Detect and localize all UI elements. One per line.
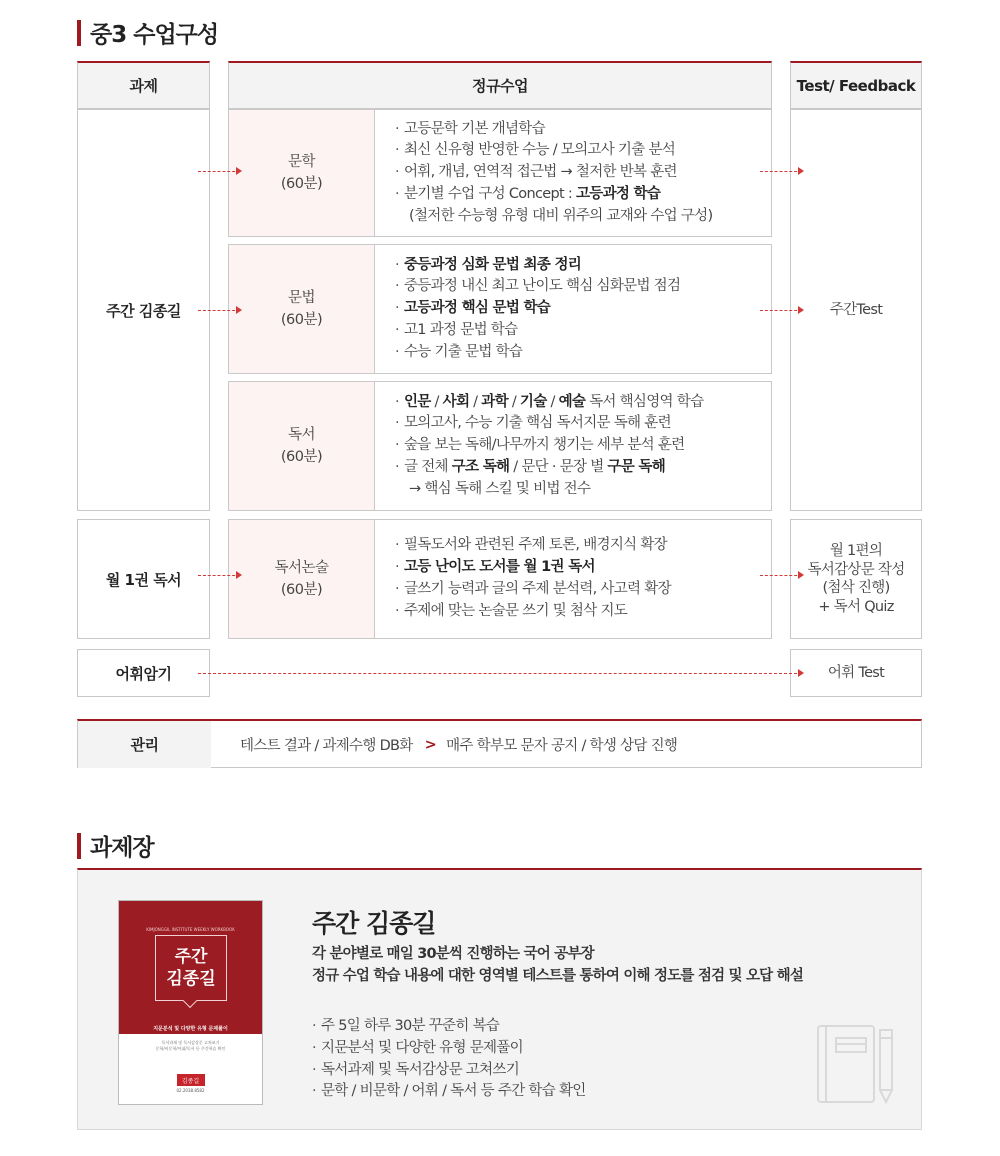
- bullet-text: 필독도서와 관련된 주제 토론, 배경지식 확장: [404, 537, 667, 554]
- header-task: [77, 61, 210, 109]
- subject-cell: [229, 245, 375, 373]
- arrow-right-icon: [198, 310, 240, 311]
- list-item: [312, 1081, 586, 1103]
- list-item: [395, 298, 767, 320]
- section-title-text: 중3 수업구성: [90, 22, 219, 48]
- subject-cell: [229, 110, 375, 236]
- list-item: [395, 342, 767, 364]
- list-item-continuation: → 핵심 독해 스킬 및 비법 전수: [409, 480, 591, 497]
- cover-title-line2: 김종길: [166, 969, 216, 989]
- desc-line: 각 분야별로 매일 30분씩 진행하는 국어 공부장: [312, 946, 594, 962]
- bullet-text: 독서 핵심영역 학습: [585, 393, 704, 410]
- bullet-text: /: [507, 393, 520, 410]
- list-item: [395, 435, 767, 457]
- subject-time: (60분): [280, 312, 323, 328]
- list-item-continuation: (철저한 수능형 유형 대비 위주의 교재와 수업 구성): [409, 207, 713, 224]
- task-weekly-label: 주간 김종길: [106, 301, 181, 320]
- bullet-text: /: [546, 393, 559, 410]
- bullet-text: 중등과정 내신 최고 난이도 핵심 심화문법 점검: [404, 278, 681, 295]
- bullet-text: 수능 기출 문법 학습: [404, 343, 523, 360]
- arrow-right-icon: [198, 673, 802, 674]
- list-item: [395, 119, 767, 141]
- bullet-text: 최신 신유형 반영한 수능 / 모의고사 기출 분석: [404, 142, 676, 159]
- subject-row-essay: [228, 519, 772, 639]
- bullet-text: 분기별 수업 구성 Concept :: [404, 185, 576, 202]
- test-line: 월 1편의: [829, 543, 883, 559]
- cover-caption: 지문분석 및 다양한 유형 문제풀이: [153, 1026, 228, 1032]
- test-line: + 독서 Quiz: [818, 598, 894, 615]
- subject-row-reading: [228, 381, 772, 511]
- task-monthly: [77, 519, 210, 639]
- arrow-right-icon: [760, 310, 802, 311]
- manage-label: 관리: [130, 736, 159, 754]
- task-monthly-label: 월 1권 독서: [105, 570, 182, 589]
- manage-text-b: 매주 학부모 문자 공지 / 학생 상담 진행: [446, 738, 678, 754]
- list-item: [395, 413, 767, 435]
- manage-text-a: 테스트 결과 / 과제수행 DB화: [240, 738, 413, 754]
- test-monthly: [790, 519, 922, 639]
- bullet-text: 고등문학 기본 개념학습: [404, 120, 545, 137]
- cover-sub-line: 문학/비문학/어휘/독서 등 주간학습 확인: [155, 1046, 226, 1051]
- book-cover-image: [118, 900, 263, 1105]
- header-regular-label: 정규수업: [472, 77, 528, 95]
- list-item: [395, 601, 767, 623]
- header-task-label: 과제: [129, 77, 158, 95]
- bullet-text: 모의고사, 수능 기출 핵심 독서지문 독해 훈련: [404, 415, 671, 432]
- list-item: [395, 140, 767, 162]
- bullet-text: 고1 과정 문법 학습: [404, 321, 518, 338]
- bullet-text: 어휘, 개념, 연역적 접근법 → 철저한 반복 훈련: [404, 164, 677, 181]
- workbook-description: [312, 943, 803, 987]
- subject-name: 독서: [287, 427, 315, 443]
- point-text: 주 5일 하루 30분 꾸준히 복습: [321, 1018, 500, 1034]
- cover-title-frame: [155, 935, 227, 1001]
- bullet-text-bold: 고등 난이도 도서를 월 1권 독서: [404, 559, 595, 576]
- bullet-text-bold: 구조 독해: [451, 458, 510, 475]
- bullet-text-bold: 고등과정 학습: [575, 185, 661, 202]
- list-item: [312, 1016, 586, 1038]
- list-item: [395, 557, 767, 579]
- arrow-right-icon: [198, 575, 240, 576]
- test-weekly-label: 주간Test: [829, 301, 883, 318]
- list-item: [395, 320, 767, 342]
- list-item: [312, 1060, 586, 1082]
- section-title-text: 과제장: [90, 835, 154, 861]
- test-line: 독서감상문 작성: [807, 561, 905, 578]
- manage-label-cell: [78, 721, 211, 768]
- bullet-text: /: [430, 393, 443, 410]
- section-title-class-structure: [77, 16, 218, 49]
- title-accent-bar: [77, 20, 81, 46]
- point-text: 문학 / 비문학 / 어휘 / 독서 등 주간 학습 확인: [321, 1083, 586, 1100]
- bullet-text: 글쓰기 능력과 글의 주제 분석력, 사고력 확장: [404, 581, 671, 597]
- list-item: [395, 276, 767, 298]
- subject-name: 문법: [287, 290, 315, 306]
- test-weekly: [790, 109, 922, 511]
- test-vocab: [790, 649, 922, 697]
- list-item: [395, 579, 767, 601]
- bullet-list: [395, 382, 767, 510]
- section-title-workbook: [77, 829, 154, 862]
- bullet-text-bold: 인문: [404, 393, 431, 410]
- bullet-text: 주제에 맞는 논술문 쓰기 및 첨삭 지도: [404, 602, 628, 619]
- cover-logo-text: 김종길: [181, 1077, 200, 1085]
- cover-sub-line: 독서과제 및 독서감상문 고쳐쓰기: [161, 1040, 220, 1045]
- subject-row-grammar: [228, 244, 772, 374]
- subject-time: (60분): [280, 449, 323, 465]
- subject-name: 문학: [287, 154, 315, 170]
- subject-cell: [229, 520, 375, 638]
- bullet-list: [395, 110, 767, 236]
- point-text: 지문분석 및 다양한 유형 문제풀이: [321, 1039, 523, 1056]
- list-item: [312, 1038, 586, 1060]
- bullet-text-bold: 기술: [519, 393, 547, 410]
- list-item: [395, 535, 767, 557]
- arrow-right-icon: [760, 171, 802, 172]
- manage-row: [77, 719, 922, 768]
- bullet-text-bold: 중등과정 심화 문법 최종 정리: [404, 256, 582, 273]
- list-item: [395, 255, 767, 277]
- bullet-text-bold: 사회: [442, 393, 470, 410]
- bullet-text: / 문단 · 문장 별: [509, 458, 608, 475]
- subject-name: 독서논술: [274, 560, 329, 576]
- workbook-points: [312, 1016, 586, 1103]
- header-test-label: Test/ Feedback: [796, 76, 916, 95]
- workbook-panel: [77, 868, 922, 1130]
- subject-time: (60분): [280, 176, 323, 192]
- cover-bottom: [119, 1034, 262, 1104]
- subject-cell: [229, 382, 375, 510]
- cover-title-line1: 주간: [174, 947, 208, 967]
- cover-small-top: KIMJONGGIL INSTITUTE WEEKLY WORKBOOK: [146, 927, 235, 932]
- desc-line: 정규 수업 학습 내용에 대한 영역별 테스트를 통하여 이해 정도를 점검 및 오답 해설: [312, 968, 804, 984]
- cover-logo: [177, 1074, 205, 1086]
- task-vocab: [77, 649, 210, 697]
- bullet-list: [395, 520, 767, 638]
- arrow-right-icon: [198, 171, 240, 172]
- bullet-text-bold: 구문 독해: [607, 458, 665, 475]
- task-vocab-label: 어휘암기: [115, 664, 172, 683]
- list-item: [395, 162, 767, 184]
- bullet-text-bold: 과학: [481, 393, 508, 410]
- list-item: [395, 457, 767, 479]
- bullet-text-bold: 고등과정 핵심 문법 학습: [404, 300, 551, 317]
- manage-text: [240, 721, 677, 768]
- bullet-text: 글 전체: [404, 458, 452, 475]
- bullet-text-bold: 예술: [558, 393, 586, 410]
- manage-arrow: >: [424, 736, 437, 753]
- task-weekly: [77, 109, 210, 511]
- header-regular: [228, 61, 772, 109]
- bullet-text: 숲을 보는 독해/나무까지 챙기는 세부 분석 훈련: [404, 437, 685, 454]
- subject-time: (60분): [280, 582, 323, 598]
- list-item: [395, 392, 767, 414]
- workbook-heading: 주간 김종길: [312, 909, 436, 938]
- bullet-text: /: [469, 393, 482, 410]
- notebook-pen-icon: [816, 1022, 898, 1106]
- title-accent-bar: [77, 833, 81, 859]
- cover-phone: 02.2038.8582: [176, 1088, 205, 1093]
- arrow-right-icon: [760, 575, 802, 576]
- test-line: (첨삭 진행): [822, 580, 890, 596]
- list-item: [395, 184, 767, 206]
- subject-row-literature: [228, 109, 772, 237]
- test-vocab-label: 어휘 Test: [827, 664, 885, 681]
- point-text: 독서과제 및 독서감상문 고쳐쓰기: [321, 1061, 520, 1078]
- header-test-feedback: [790, 61, 922, 109]
- bullet-list: [395, 245, 767, 373]
